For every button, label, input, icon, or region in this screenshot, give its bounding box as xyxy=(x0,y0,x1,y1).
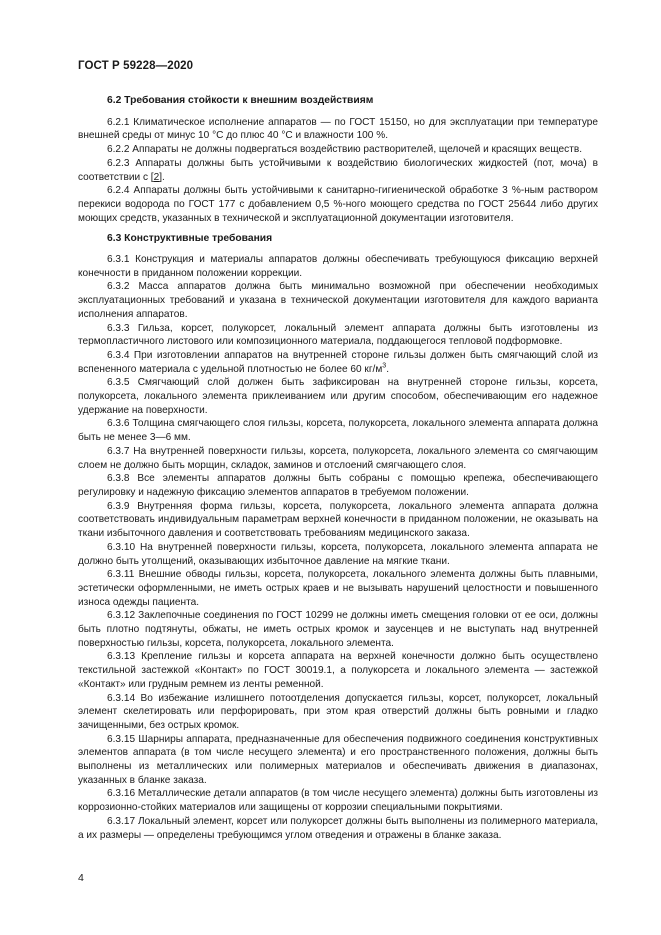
paragraph-6-3-9: 6.3.9 Внутренняя форма гильзы, корсета, полукорсета, локального элемента аппарата должна соответствовать индивидуальным параметрам верхней конечности в приданном положении, не оказывать на ткани избыточного давления и соответствовать требованиям медицинского заказа. xyxy=(78,500,598,540)
paragraph-6-2-4: 6.2.4 Аппараты должны быть устойчивыми к санитарно-гигиенической обработке 3 %-ным раствором перекиси водорода по ГОСТ 177 с добавлением 0,5 %-ного моющего средства по ГОСТ 25644 либо других моющих средств, указанных в технической и эксплуатационной документации изготовителя. xyxy=(78,185,598,224)
paragraph-6-3-13: 6.3.13 Крепление гильзы и корсета аппарата на верхней конечности должно быть осуществлено текстильной застежкой «Контакт» по ГОСТ 30019.1, а полукорсета и локального элемента — застежкой «Контакт» или грудным ремнем из ленты ременной. xyxy=(78,651,598,690)
paragraph-6-3-8: 6.3.8 Все элементы аппаратов должны быть собраны с помощью крепежа, обеспечивающего регулировку и надежную фиксацию элементов аппаратов в требуемом положении. xyxy=(78,473,598,498)
paragraph-6-3-14: 6.3.14 Во избежание излишнего потоотделения допускается гильзы, корсет, полукорсет, локальный элемент скелетировать или перфорировать, при этом края отверстий должны быть ровными и гладко зачищенными, без острых кромок. xyxy=(78,692,598,731)
document-header: ГОСТ Р 59228—2020 xyxy=(78,60,194,72)
paragraph-6-3-4-end: . xyxy=(386,363,389,375)
page-number: 4 xyxy=(78,872,84,884)
document-body xyxy=(78,94,598,842)
paragraph-6-3-16: 6.3.16 Металлические детали аппаратов (в том числе несущего элемента) должны быть изготовлены из коррозионно-стойких материалов или защищены от коррозии специальными покрытиями. xyxy=(78,788,598,814)
paragraph-6-3-15: 6.3.15 Шарниры аппарата, предназначенные для обеспечения подвижного соединения конструктивных элементов аппарата (в том числе несущего элемента) и его пространственного положения, должны быть выполнены из металлических или полимерных материалов и обеспечивать движения в диапазонах, указанных в бланке заказа. xyxy=(78,733,598,786)
paragraph-6-3-12: 6.3.12 Заклепочные соединения по ГОСТ 10299 не должны иметь смещения головки от ее оси, должны быть плотно подтянуты, обжаты, не иметь острых кромок и заусенцев и не выступать над внутренней поверхностью гильзы, корсета, полукорсета, локального элемента. xyxy=(78,610,598,649)
paragraph-6-3-6: 6.3.6 Толщина смягчающего слоя гильзы, корсета, полукорсета, локального элемента аппарата должна быть не менее 3—6 мм. xyxy=(78,418,598,444)
paragraph-6-3-17: 6.3.17 Локальный элемент, корсет или полукорсет должны быть выполнены из полимерного материала, а их размеры — определены требующимся углом отведения и отражены в бланке заказа. xyxy=(78,815,598,841)
section-6-2-title: 6.2 Требования стойкости к внешним воздействиям xyxy=(107,95,374,106)
paragraph-6-2-3-end: . xyxy=(162,171,165,183)
paragraph-6-3-3: 6.3.3 Гильза, корсет, полукорсет, локальный элемент аппарата должны быть изготовлены из термопластичного листового или композиционного материала, поддающегося тепловой подформовке. xyxy=(78,322,598,348)
paragraph-6-3-2: 6.3.2 Масса аппаратов должна быть минимально возможной при обеспечении необходимых эксплуатационных требований и указана в технической документации изготовителя для каждого варианта исполнения аппаратов. xyxy=(78,281,598,320)
paragraph-6-3-10: 6.3.10 На внутренней поверхности гильзы, корсета, полукорсета, локального элемента аппарата не должно быть утолщений, оказывающих избыточное давление на мягкие ткани. xyxy=(78,541,598,567)
paragraph-6-2-2: 6.2.2 Аппараты не должны подвергаться воздействию растворителей, щелочей и красящих веществ. xyxy=(107,144,583,156)
paragraph-6-3-7: 6.3.7 На внутренней поверхности гильзы, корсета, полукорсета, локального элемента со смягчающим слоем не должно быть морщин, складок, заминов и отслоений смягчающего слоя. xyxy=(78,445,598,471)
paragraph-6-3-4-text: 6.3.4 При изготовлении аппаратов на внутренней стороне гильзы должен быть смягчающий слой из вспененного материала с удельной плотностью не более 60 кг/м xyxy=(78,349,598,375)
paragraph-6-2-1: 6.2.1 Климатическое исполнение аппаратов — по ГОСТ 15150, но для эксплуатации при температуре внешней среды от минус 10 °С до плюс 40 °С и влажности 100 %. xyxy=(78,116,598,142)
bibliography-ref-link[interactable]: [2] xyxy=(150,171,163,183)
paragraph-6-2-3 xyxy=(78,157,598,184)
paragraph-6-3-11: 6.3.11 Внешние обводы гильзы, корсета, полукорсета, локального элемента должны быть плавными, эстетически оформленными, не иметь острых краев и не вызывать нарушений целостности и повышенного износа одежды пациента. xyxy=(78,569,598,608)
paragraph-6-3-4 xyxy=(78,349,598,376)
paragraph-6-2-3-text: 6.2.3 Аппараты должны быть устойчивыми к воздействию биологических жидкостей (пот, моча) в соответствии с xyxy=(78,157,598,183)
superscript-3: 3 xyxy=(382,362,387,370)
paragraph-6-3-5: 6.3.5 Смягчающий слой должен быть зафиксирован на внутренней стороне гильзы, корсета, полукорсета, локального элемента приклеиванием или другим способом, обеспечивающим его надежное удержание на поверхности. xyxy=(78,377,598,416)
paragraph-6-3-1: 6.3.1 Конструкция и материалы аппаратов должны обеспечивать требующуюся фиксацию верхней конечности в приданном положении коррекции. xyxy=(78,254,598,279)
section-6-3-title: 6.3 Конструктивные требования xyxy=(107,233,273,245)
